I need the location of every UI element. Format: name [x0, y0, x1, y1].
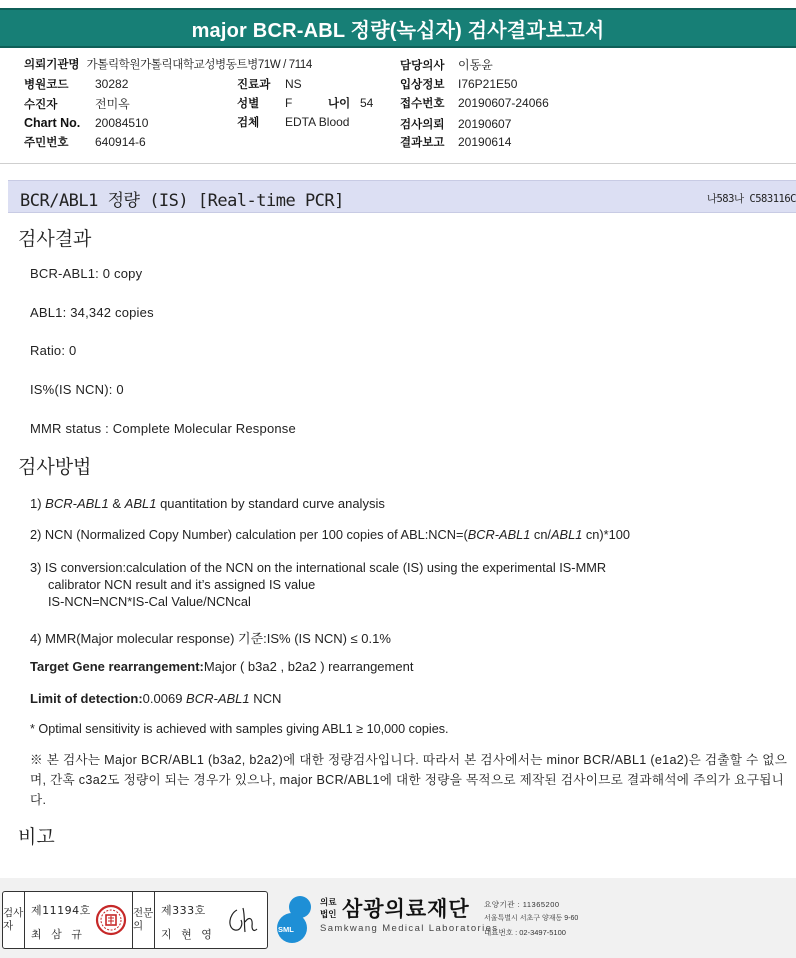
sex-value: F [285, 96, 293, 110]
lab-brand [272, 890, 792, 952]
sensitivity-note: * Optimal sensitivity is achieved with samples giving ABL1 ≥ 10,000 copies. [30, 722, 449, 736]
institution-row [24, 56, 312, 72]
specimen-value: EDTA Blood [285, 115, 350, 129]
signature-box [2, 891, 268, 949]
receipt-label: 접수번호 [400, 96, 445, 110]
dept-label: 진료과 [237, 77, 271, 91]
m1-gene-2: ABL1 [124, 496, 157, 511]
doctor-label: 담당의사 [400, 58, 445, 72]
test-name: BCR/ABL1 정량 (IS) [Real-time PCR] [20, 191, 344, 211]
admission-row [400, 76, 517, 92]
specialist-cell [155, 892, 267, 948]
specimen-label: 검체 [237, 115, 260, 129]
result-mmr-status: MMR status : Complete Molecular Response [30, 421, 296, 436]
method-step-2 [30, 527, 630, 542]
m3-line-2: calibrator NCN result and it’s assigned IS value [48, 577, 316, 592]
doctor-row [400, 56, 493, 73]
report-date-label: 결과보고 [400, 135, 445, 149]
patient-label: 수진자 [24, 97, 58, 111]
lod-label: Limit of detection: [30, 691, 143, 706]
caution-note: ※ 본 검사는 Major BCR/ABL1 (b3a2, b2a2)에 대한 정량검사입니다. 따라서 본 검사에서는 minor BCR/ABL1 (e1a2)은 검출할 수 없으며, 간혹 c3a2도 정량이 되는 경우가 있으나, major BCR/ABL1에 대한 정량을 목적으로 제작된 검사이므로 결과해석에 주의가 요구됩니다. [30, 753, 788, 807]
admission-label: 입상정보 [400, 77, 445, 91]
examiner-name: 최 삼 규 [31, 928, 85, 941]
patient-info-block [0, 48, 796, 164]
lab-prefix-bottom: 법인 [320, 909, 337, 919]
target-value: Major ( b3a2 , b2a2 ) rearrangement [203, 659, 414, 674]
dept-row [237, 76, 302, 92]
limit-of-detection [30, 691, 281, 706]
result-abl1: ABL1: 34,342 copies [30, 305, 154, 320]
dept-value: NS [285, 77, 302, 91]
hospital-code-value: 30282 [95, 77, 129, 91]
hospital-code-row [24, 76, 128, 92]
m2-gene-2: ABL1 [551, 527, 583, 542]
result-bcr-abl1: BCR-ABL1: 0 copy [30, 266, 143, 281]
examiner-number: 제11194호 [31, 904, 91, 917]
ssn-label: 주민번호 [24, 135, 69, 149]
method-step-4: 4) MMR(Major molecular response) 기준:IS% (IS NCN) ≤ 0.1% [30, 631, 391, 646]
target-gene [30, 659, 413, 674]
institution-label: 의뢰기관명 [24, 57, 80, 71]
m3-line-1: 3) IS conversion:calculation of the NCN on the international scale (IS) using the experimental IS-MMR [30, 560, 607, 575]
sex-label: 성별 [237, 96, 260, 110]
age-value: 54 [360, 96, 374, 110]
specialist-name: 지 현 영 [161, 928, 215, 941]
result-ratio: Ratio: 0 [30, 343, 77, 358]
specialist-signature [223, 902, 263, 938]
age-row [328, 95, 373, 111]
m3-line-3: IS-NCN=NCN*IS-Cal Value/NCNcal [48, 594, 251, 609]
report-date-value: 20190614 [458, 135, 512, 149]
m2-gene-1: BCR-ABL1 [467, 527, 531, 542]
examiner-label: 검사자 [3, 892, 25, 948]
specimen-row [237, 114, 349, 130]
m2-prefix: 2) NCN (Normalized Copy Number) calculation per 100 copies of ABL:NCN=( [30, 527, 468, 542]
lod-unit: NCN [249, 691, 282, 706]
specialist-number: 제333호 [161, 904, 206, 917]
specialist-label: 전문의 [133, 892, 155, 948]
receipt-row [400, 95, 549, 111]
lab-address: 서울특별시 서초구 양재동 9-60 [484, 915, 579, 922]
chart-value: 20084510 [95, 116, 149, 130]
test-name-bar [8, 180, 796, 213]
lod-value: 0.0069 [142, 691, 187, 706]
lab-code: 요양기관 : 11365200 [484, 900, 560, 909]
institution-value: 가톨릭학원가톨릭대학교성병동트병71W / 7114 [86, 59, 312, 71]
doctor-value: 이동윤 [458, 58, 493, 72]
target-label: Target Gene rearrangement: [30, 659, 204, 674]
patient-row [24, 95, 130, 112]
ssn-row [24, 134, 146, 150]
chart-row [24, 116, 148, 130]
m2-join: cn/ [530, 527, 551, 542]
request-date-row [400, 116, 511, 132]
header-gap [0, 164, 796, 180]
sml-logo-text: SML [278, 925, 294, 934]
lab-english-name: Samkwang Medical Laboratories [320, 923, 499, 934]
test-code: 나583나 C583116C [706, 193, 796, 205]
sml-logo-icon [272, 894, 318, 944]
examiner-cell [25, 892, 133, 948]
m2-suffix: cn)*100 [582, 527, 630, 542]
report-date-row [400, 134, 511, 150]
sex-row [237, 95, 292, 111]
hospital-code-label: 병원코드 [24, 77, 69, 91]
method-step-1 [30, 496, 385, 511]
receipt-value: 20190607-24066 [458, 96, 549, 110]
examiner-seal-stamp [95, 904, 127, 936]
request-date-value: 20190607 [458, 117, 512, 131]
age-label: 나이 [328, 96, 351, 110]
remarks-heading: 비고 [18, 826, 55, 848]
admission-value: I76P21E50 [458, 77, 518, 91]
m1-suffix: quantitation by standard curve analysis [156, 496, 385, 511]
report-title: major BCR-ABL 정량(녹십자) 검사결과보고서 [191, 19, 605, 42]
method-heading: 검사방법 [18, 456, 92, 478]
chart-label: Chart No. [24, 116, 81, 130]
results-heading: 검사결과 [18, 228, 92, 250]
lab-phone: 대표번호 : 02-3497-5100 [484, 928, 566, 937]
lod-gene: BCR-ABL1 [186, 691, 250, 706]
m1-prefix: 1) [30, 496, 46, 511]
lab-prefix-top: 의료 [320, 897, 337, 907]
report-title-bar [0, 8, 796, 48]
result-is-ncn: IS%(IS NCN): 0 [30, 382, 124, 397]
m1-join: & [108, 496, 125, 511]
lab-name: 삼광의료재단 [342, 898, 470, 921]
m1-gene-1: BCR-ABL1 [45, 496, 109, 511]
ssn-value: 640914-6 [95, 135, 146, 149]
method-step-3 [30, 559, 606, 610]
patient-value: 전미옥 [95, 97, 130, 111]
request-date-label: 검사의뢰 [400, 117, 445, 131]
